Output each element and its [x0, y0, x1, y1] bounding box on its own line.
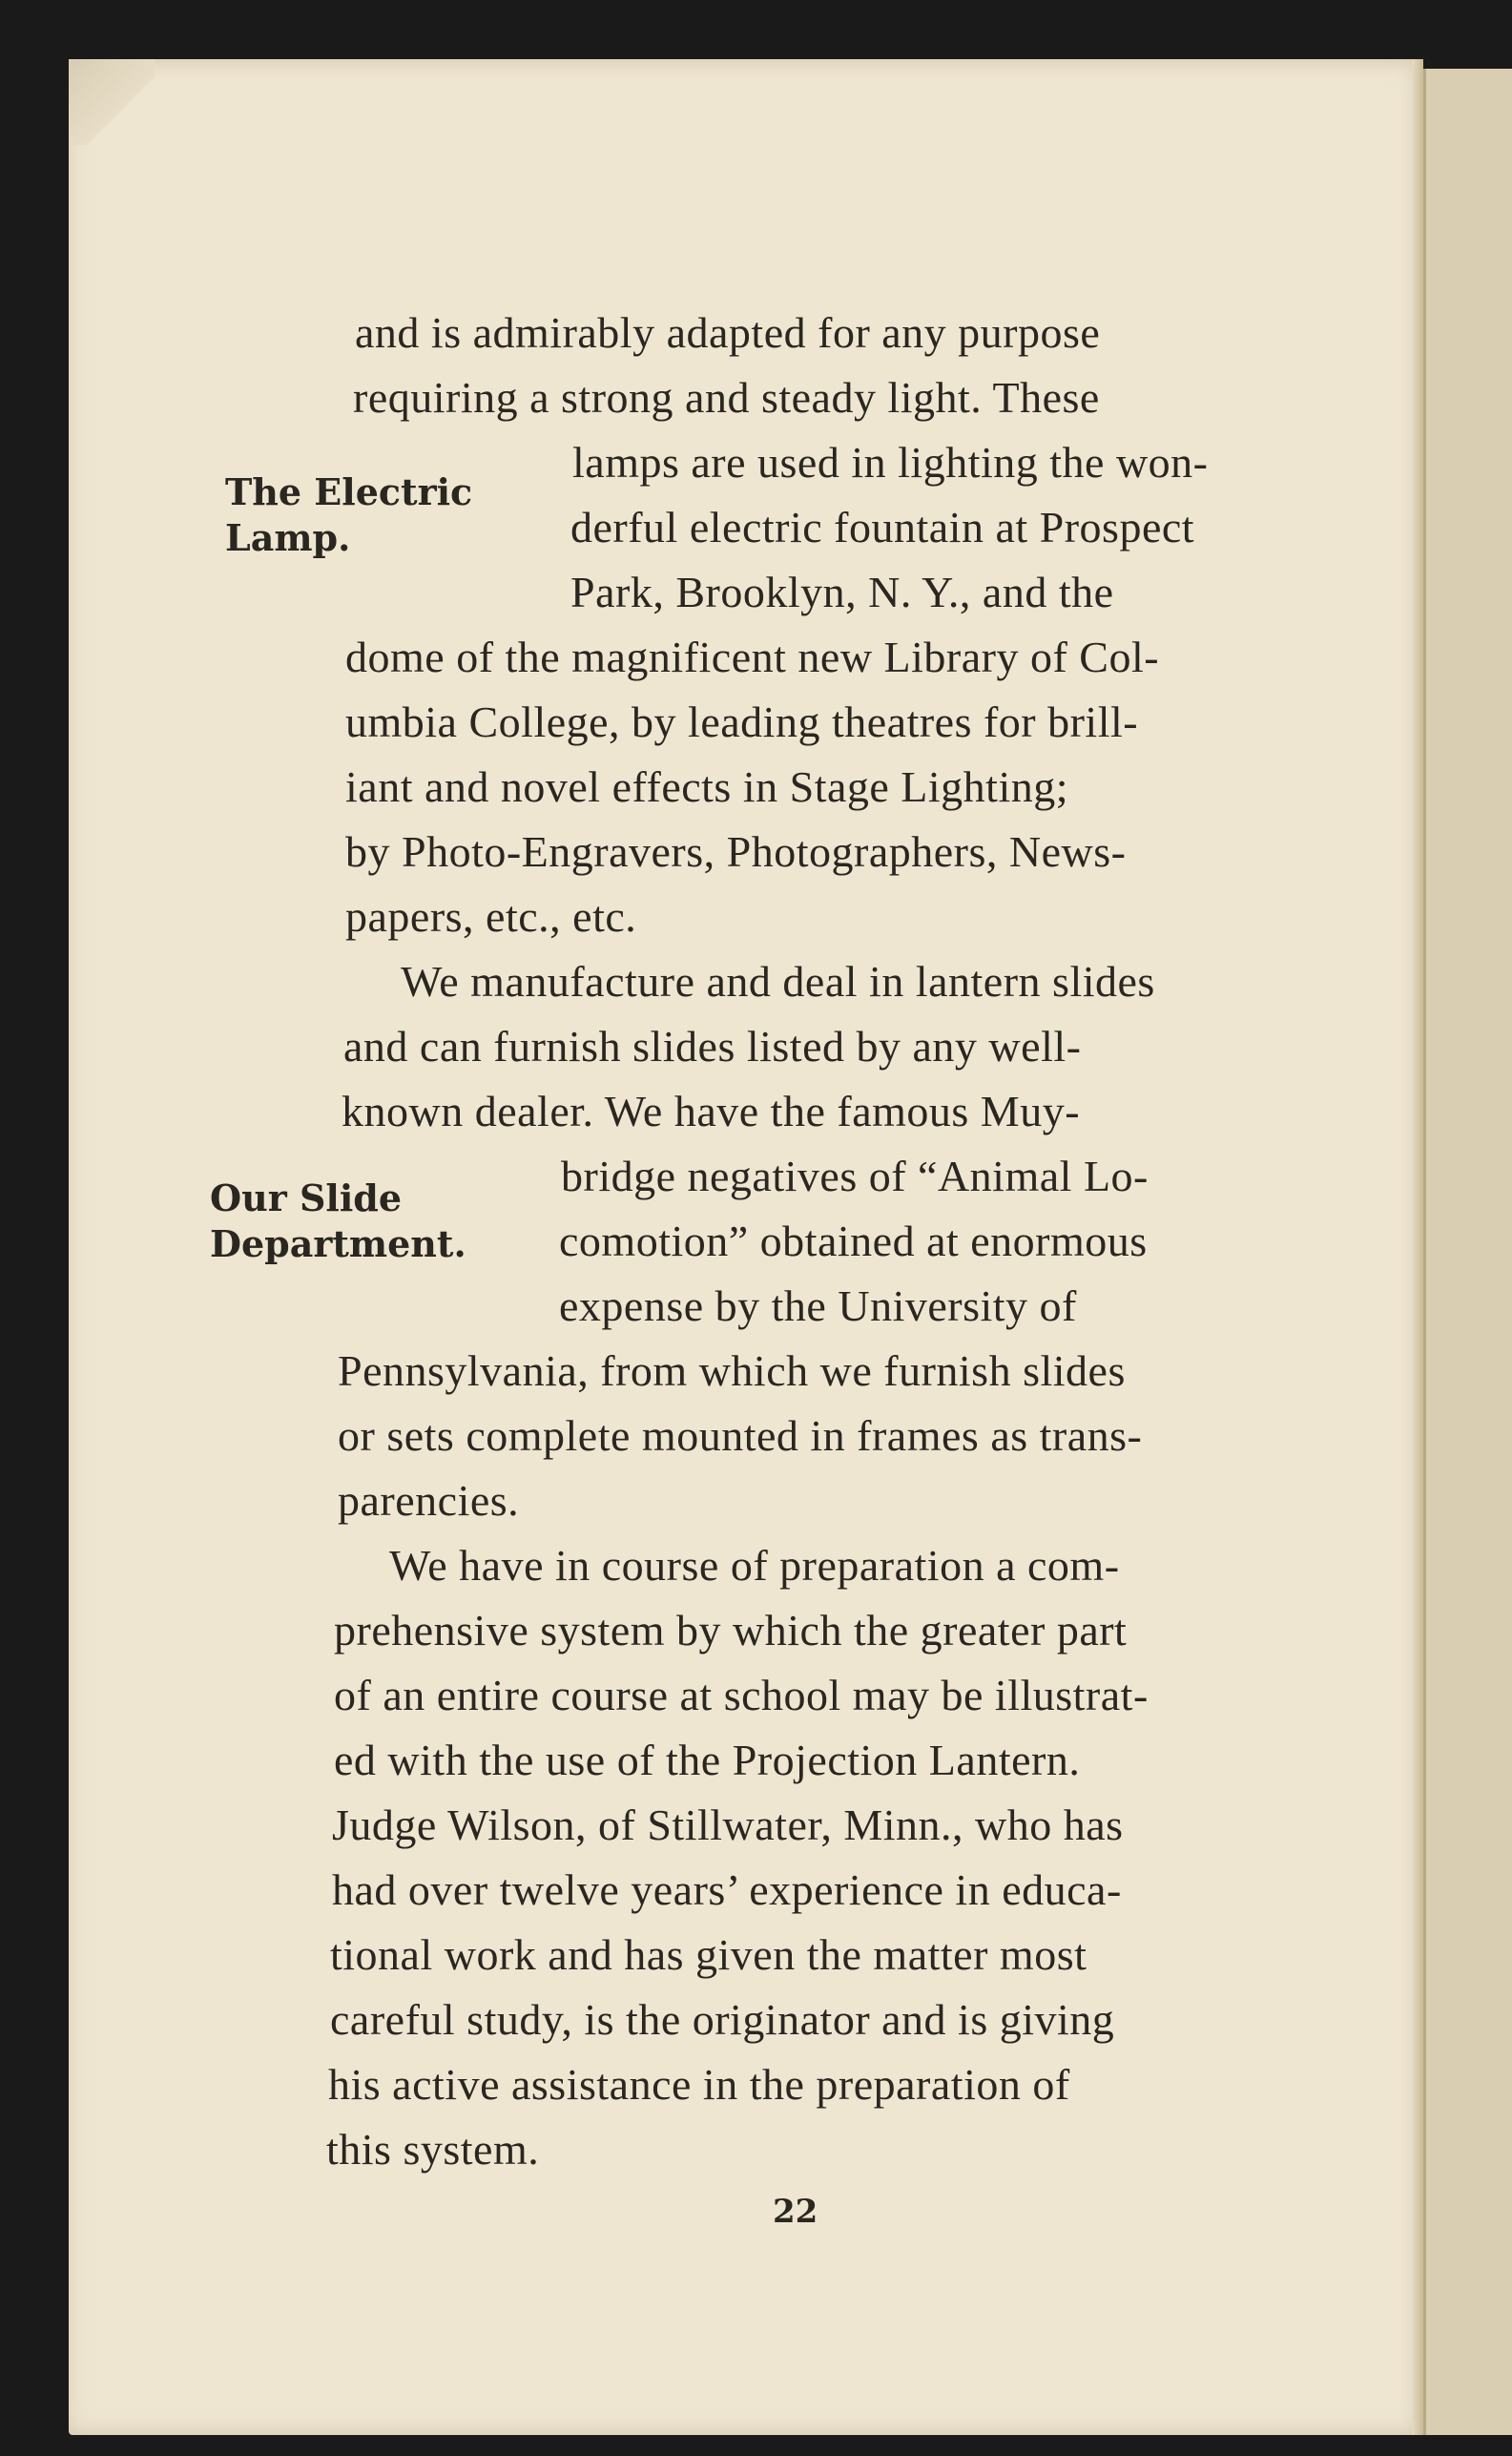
text-line: We manufacture and deal in lantern slides	[401, 957, 1155, 1006]
text-line: prehensive system by which the greater part	[334, 1606, 1128, 1655]
text-line: papers, etc., etc.	[345, 892, 637, 941]
sidenote-line: Our Slide	[210, 1176, 403, 1219]
adjacent-page-edge	[1423, 69, 1512, 2435]
sidenote-electric-lamp	[225, 469, 472, 560]
text-line: and is admirably adapted for any purpose	[355, 308, 1101, 357]
text-line: his active assistance in the preparation of	[328, 2060, 1070, 2109]
text-line: tional work and has given the matter most	[330, 1930, 1087, 1979]
text-line: of an entire course at school may be illustrat-	[334, 1671, 1149, 1719]
text-line: parencies.	[338, 1476, 520, 1525]
text-line: lamps are used in lighting the won-	[572, 438, 1209, 487]
text-line: Judge Wilson, of Stillwater, Minn., who has	[332, 1800, 1124, 1849]
text-line: iant and novel effects in Stage Lighting;	[345, 762, 1069, 811]
text-line: dome of the magnificent new Library of Col-	[345, 633, 1160, 681]
text-line: ed with the use of the Projection Lantern.	[334, 1736, 1081, 1784]
text-line: bridge negatives of “Animal Lo-	[561, 1152, 1149, 1200]
text-line: by Photo-Engravers, Photographers, News-	[345, 827, 1127, 876]
sidenote-line: Department.	[210, 1221, 466, 1265]
page-number: 22	[773, 2193, 818, 2231]
text-line: had over twelve years’ experience in educa-	[332, 1865, 1122, 1914]
text-line: We have in course of preparation a com-	[389, 1541, 1120, 1590]
text-line: requiring a strong and steady light. These	[353, 373, 1100, 422]
text-line: or sets complete mounted in frames as trans-	[338, 1411, 1143, 1460]
text-line: known dealer. We have the famous Muy-	[342, 1087, 1081, 1135]
sidenote-slide-department	[210, 1176, 466, 1266]
text-line: comotion” obtained at enormous	[559, 1217, 1148, 1265]
text-line: umbia College, by leading theatres for brill-	[345, 697, 1139, 746]
page-gutter	[1412, 59, 1423, 2435]
sidenote-line: The Electric	[225, 470, 473, 513]
sidenote-line: Lamp.	[225, 515, 351, 559]
text-line: careful study, is the originator and is giving	[330, 1995, 1115, 2044]
page-corner-fold	[69, 59, 155, 145]
text-line: derful electric fountain at Prospect	[570, 503, 1195, 552]
text-line: Pennsylvania, from which we furnish slides	[338, 1346, 1126, 1395]
text-line: expense by the University of	[559, 1281, 1077, 1330]
text-line: Park, Brooklyn, N. Y., and the	[570, 568, 1114, 616]
text-line: and can furnish slides listed by any well-	[343, 1022, 1082, 1071]
text-line: this system.	[326, 2125, 540, 2174]
